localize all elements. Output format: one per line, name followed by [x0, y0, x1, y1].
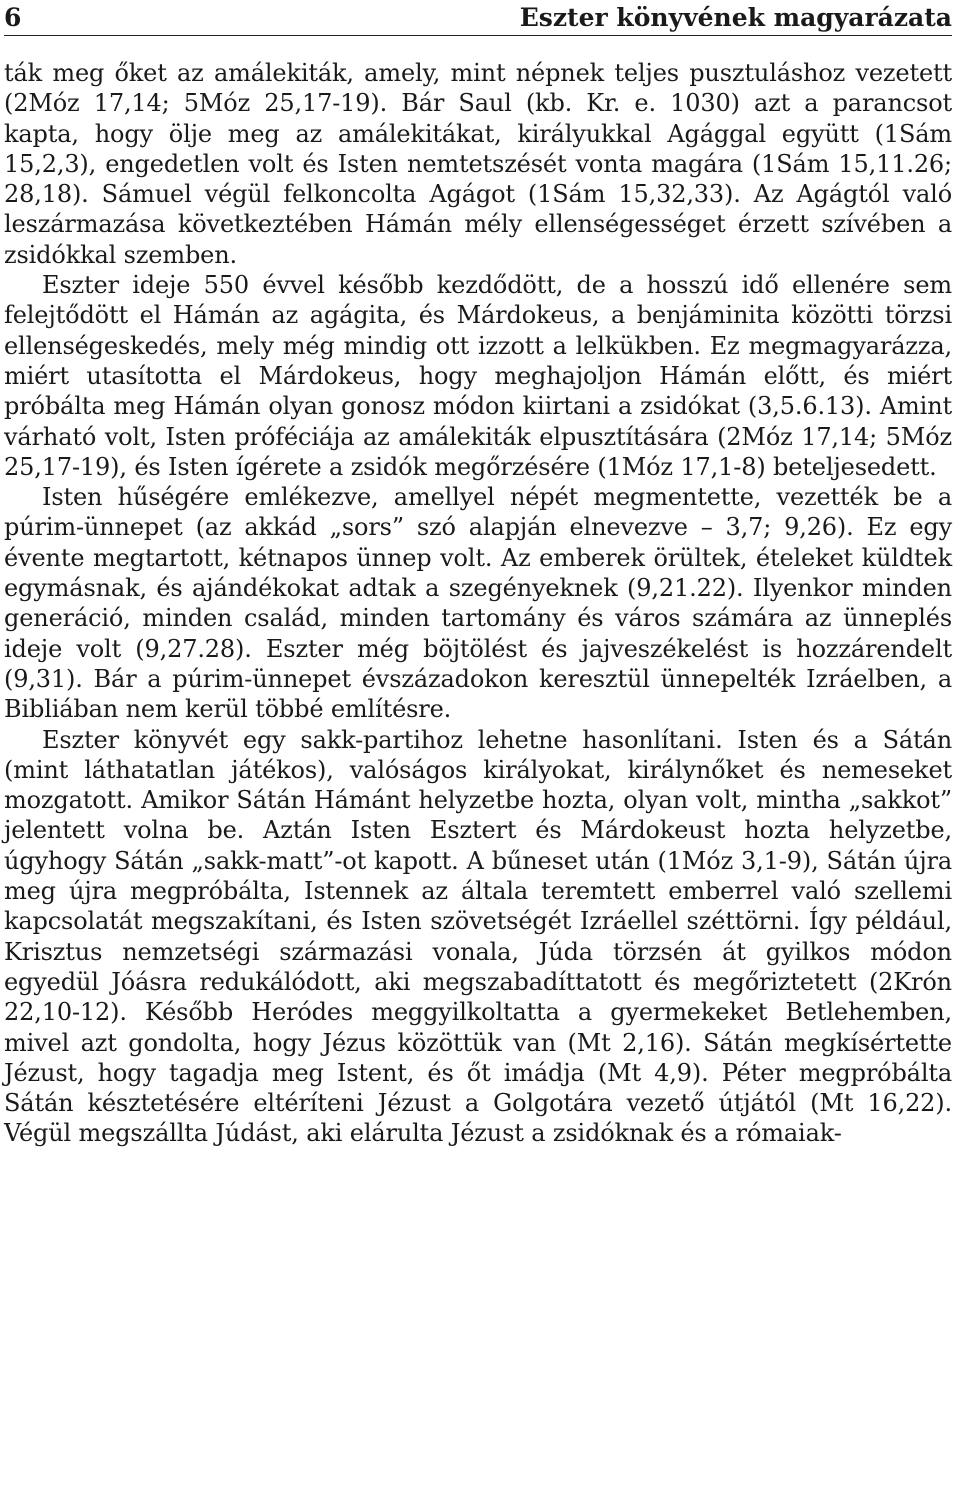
paragraph: Eszter könyvét egy sakk-partihoz lehetne hasonlítani. Isten és a Sátán (mint láthatatlan játékos), valóságos királyokat, királynőket és nemeseket mozgatott. Amikor Sátán Hámánt helyzetbe hozta, olyan volt, mintha „sakkot” jelentett volna be. Aztán Isten Esztert és Márdokeust hozta helyzetbe, úgyhogy Sátán „sakk-matt”-ot kapott. A bűneset után (1Móz 3,1-9), Sátán újra meg újra megpróbálta, Istennek az általa teremtett emberrel való szellemi kapcsolatát megszakítani, és Isten szövetségét Izráellel széttörni. Így például, Krisztus nemzetségi származási vonala, Júda törzsén át gyilkos módon egyedül Jóásra redukálódott, aki megszabadíttatott és megőriztetett (2Krón 22,10-12). Később Heródes meggyilkoltatta a gyermekeket Betlehemben, mivel azt gondolta, hogy Jézus közöttük van (Mt 2,16). Sátán megkísértette Jézust, hogy tagadja meg Istent, és őt imádja (Mt 4,9). Péter megpróbálta Sátán késztetésére eltéríteni Jézust a Golgotára vezető útjától (Mt 16,22). Végül megszállta Júdást, aki elárulta Jézust a zsidóknak és a rómaiak-: [4, 725, 952, 1148]
running-title: Eszter könyvének magyarázata: [519, 3, 952, 32]
paragraph: Isten hűségére emlékezve, amellyel népét megmentette, vezették be a púrim-ünnepet (az akkád „sors” szó alapján elnevezve – 3,7; 9,26). Ez egy évente megtartott, kétnapos ünnep volt. Az emberek örültek, ételeket küldtek egymásnak, és ajándékokat adtak a szegényeknek (9,21.22). Ilyenkor minden generáció, minden család, minden tartomány és város számára az ünneplés ideje volt (9,27.28). Eszter még böjtölést és jajveszékelést is hozzárendelt (9,31). Bár a púrim-ünnepet évszázadokon keresztül ünnepelték Izráelben, a Bibliában nem kerül többé említésre.: [4, 483, 952, 724]
paragraph: Eszter ideje 550 évvel később kezdődött, de a hosszú idő ellenére sem felejtődött el Hámán az agágita, és Márdokeus, a benjáminita közötti törzsi ellenségeskedés, mely még mindig ott izzott a lelkükben. Ez megmagyarázza, miért utasította el Márdokeus, hogy meghajoljon Hámán előtt, és miért próbálta meg Hámán olyan gonosz módon kiirtani a zsidókat (3,5.6.13). Amint várható volt, Isten próféciája az amálekiták elpusztítására (2Móz 17,14; 5Móz 25,17-19), és Isten ígérete a zsidók megőrzésére (1Móz 17,1-8) beteljesedett.: [4, 271, 952, 481]
book-page: [4, 0, 952, 1149]
paragraph-continued: ták meg őket az amálekiták, amely, mint népnek teljes pusztuláshoz vezetett (2Móz 17,14; 5Móz 25,17-19). Bár Saul (kb. Kr. e. 1030) azt a parancsot kapta, hogy ölje meg az amálekitákat, királyukkal Agággal együtt (1Sám 15,2,3), engedetlen volt és Isten nemtetszését vonta magára (1Sám 15,11.26; 28,18). Sámuel végül felkoncolta Agágot (1Sám 15,32,33). Az Agágtól való leszármazása következtében Hámán mély ellenségességet érzett szívében a zsidókkal szemben.: [4, 59, 952, 269]
running-header: [4, 0, 952, 36]
page-number: 6: [4, 3, 22, 32]
body-text: [4, 58, 952, 1149]
